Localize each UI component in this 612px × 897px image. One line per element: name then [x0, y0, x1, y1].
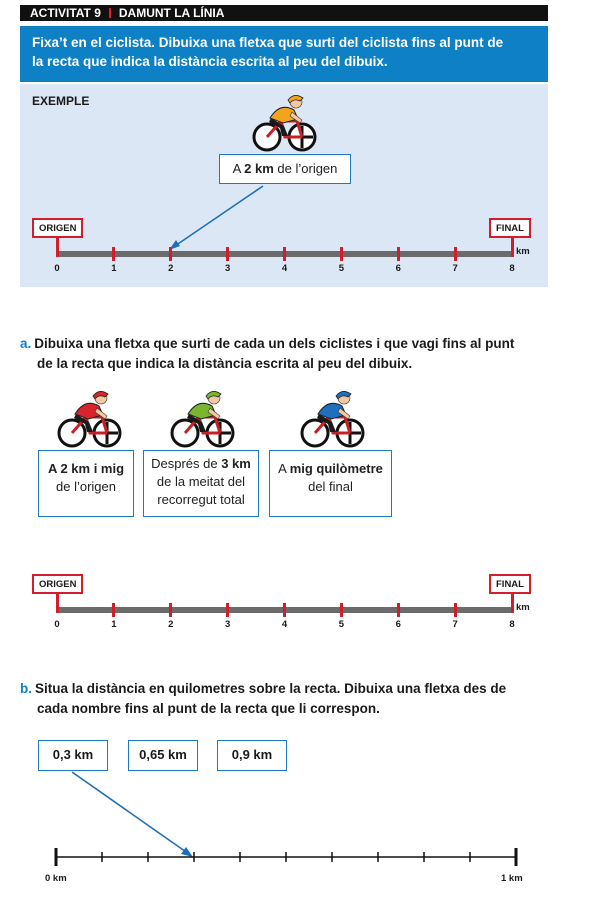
question-a-line-2: de la recta que indica la distància escrita al peu del dibuix.: [37, 356, 413, 371]
final-tag: FINAL: [489, 218, 531, 238]
instruction-line-1: Fixa’t en el ciclista. Dibuixa una fletxa que surti del ciclista fins al punt de: [32, 35, 504, 50]
section-a-line-tick: [169, 603, 172, 617]
example-line-tick-label: 1: [111, 263, 117, 274]
section-a-line-tick-label: 4: [281, 619, 288, 630]
section-a-line-tick-label: 5: [338, 619, 345, 630]
final-tag: FINAL: [489, 574, 531, 594]
origin-tag: ORIGEN: [32, 574, 83, 594]
question-a-letter: a.: [20, 336, 32, 351]
value-box: 0,9 km: [217, 740, 287, 771]
example-line-tick: [226, 247, 229, 261]
instruction-line-2: la recta que indica la distància escrita al peu del dibuix.: [32, 54, 388, 69]
example-line-tick-label: 7: [452, 263, 458, 274]
example-line-tick-label: 2: [168, 263, 174, 274]
section-a-line-tick-label: 6: [395, 619, 401, 630]
activity-number: ACTIVITAT 9: [30, 6, 101, 20]
example-line-unit-label: km: [516, 246, 530, 257]
section-a-line-tick: [112, 603, 115, 617]
example-label: EXEMPLE: [32, 94, 90, 108]
example-line-tick: [340, 247, 343, 261]
example-line-tick-label: 5: [338, 263, 345, 274]
question-b-letter: b.: [20, 681, 32, 696]
cyclist-caption-green: Després de 3 km de la meitat del recorregut total: [143, 450, 259, 517]
section-a-line-unit-label: km: [516, 602, 530, 613]
cyclist-caption-blue: A mig quilòmetre del final: [269, 450, 392, 517]
section-a-line-tick-label: 1: [111, 619, 117, 630]
section-a-line-tick: [56, 593, 59, 613]
example-line-tick-label: 3: [224, 263, 231, 274]
example-line-tick: [397, 247, 400, 261]
example-line-tick: [112, 247, 115, 261]
example-line-tick: [283, 247, 286, 261]
question-b-line-1: Situa la distància en quilometres sobre la recta. Dibuixa una fletxa des de: [35, 681, 507, 696]
example-line-tick: [169, 247, 172, 261]
example-line-tick-label: 6: [395, 263, 401, 274]
end-label: 1 km: [501, 873, 523, 884]
example-line-tick-label: 4: [281, 263, 288, 274]
start-label: 0 km: [45, 873, 67, 884]
section-a-line-tick-label: 8: [509, 619, 515, 630]
example-line-tick: [454, 247, 457, 261]
activity-title: DAMUNT LA LÍNIA: [118, 6, 225, 20]
section-a-line-tick-label: 7: [452, 619, 458, 630]
cyclist-caption-red: A 2 km i mig de l’origen: [38, 450, 134, 517]
origin-tag: ORIGEN: [32, 218, 83, 238]
example-line-tick-label: 0: [54, 263, 60, 274]
section-a-line-tick: [340, 603, 343, 617]
section-a-line-tick: [283, 603, 286, 617]
section-a-line-tick-label: 2: [168, 619, 174, 630]
example-caption: A 2 km de l’origen: [219, 154, 351, 184]
example-line-tick: [511, 237, 514, 257]
section-a-line-tick: [397, 603, 400, 617]
section-a-line-tick-label: 0: [54, 619, 60, 630]
value-box: 0,3 km: [38, 740, 108, 771]
section-a-line-tick: [454, 603, 457, 617]
example-line-tick: [56, 237, 59, 257]
section-a-line-tick-label: 3: [224, 619, 231, 630]
question-a-line-1: Dibuixa una fletxa que surti de cada un dels ciclistes i que vagi fins al punt: [34, 336, 515, 351]
section-a-line-tick: [226, 603, 229, 617]
question-b-line-2: cada nombre fins al punt de la recta que li correspon.: [37, 701, 380, 716]
section-a-line-tick: [511, 593, 514, 613]
value-box: 0,65 km: [128, 740, 198, 771]
example-line-tick-label: 8: [509, 263, 515, 274]
